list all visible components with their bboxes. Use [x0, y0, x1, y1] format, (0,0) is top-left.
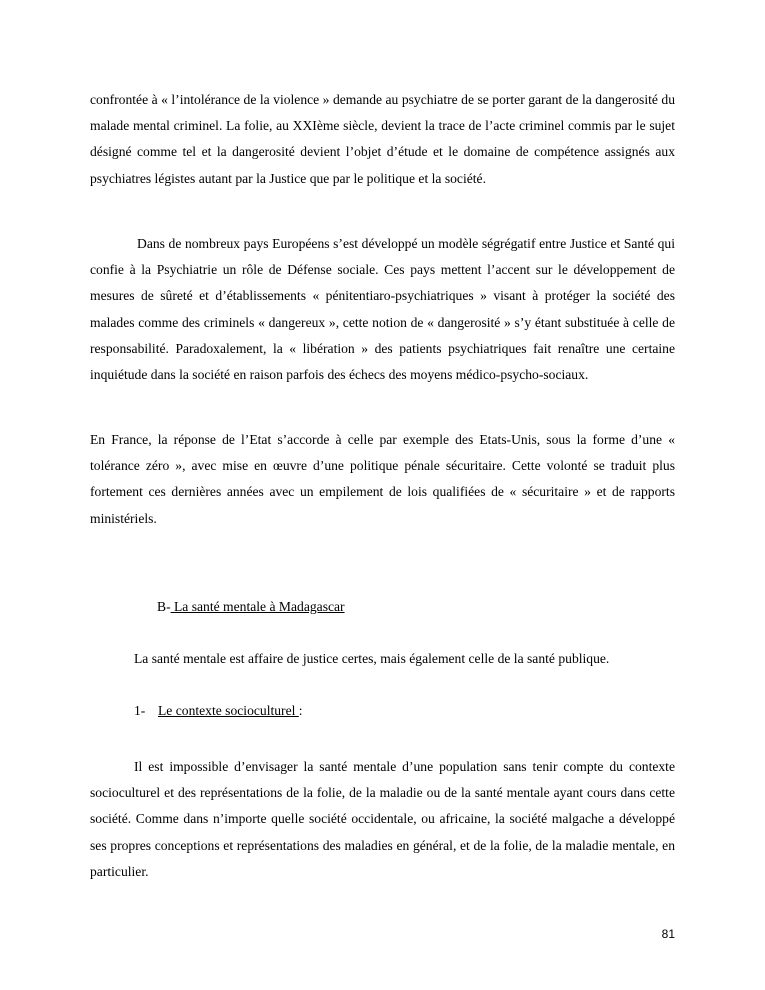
mental-health-statement: La santé mentale est affaire de justice certes, mais également celle de la santé publique.: [134, 651, 610, 666]
section-heading-b-prefix: B-: [157, 599, 171, 614]
subsection-heading-1-title: Le contexte socioculturel: [158, 703, 299, 718]
paragraph-dangerosite: confrontée à « l’intolérance de la violence » demande au psychiatre de se porter garant de la dangerosité du malade mental criminel. La folie, au XXIème siècle, devient la trace de l’acte criminel commis par le sujet désigné comme tel et la dangerosité devient l’objet d’étude et le domaine de compétence assignés aux psychiatres légistes autant par la Justice que par le politique et la société.: [90, 92, 675, 186]
paragraph-sociocultural: Il est impossible d’envisager la santé mentale d’une population sans tenir compte du contexte socioculturel et des représentations de la folie, de la maladie ou de la santé mentale ayant cours dans cette société. Comme dans n’importe quelle société occidentale, ou africaine, la société malgache a développé ses propres conceptions et représentations des maladies en général, et de la folie, de la maladie mentale, en particulier.: [90, 759, 675, 879]
section-heading-b: [157, 597, 345, 617]
page-number: 81: [661, 927, 675, 941]
paragraph-european-model: Dans de nombreux pays Européens s’est développé un modèle ségrégatif entre Justice et Santé qui confie à la Psychiatrie un rôle de Défense sociale. Ces pays mettent l’accent sur le développement de mesures de sûreté et d’établissements « pénitentiaro-psychiatriques » visant à protéger la société des malades comme des criminels « dangereux », cette notion de « dangerosité » s’y étant substituée à celle de responsabilité. Paradoxalement, la « libération » des patients psychiatriques fait renaître une certaine inquiétude dans la société en raison parfois des échecs des moyens médico-psycho-sociaux.: [90, 236, 675, 383]
subsection-heading-1-suffix: :: [298, 703, 303, 718]
subsection-heading-1-number: 1-: [134, 703, 146, 718]
subsection-heading-1: [134, 701, 303, 721]
paragraph-france: En France, la réponse de l’Etat s’accorde à celle par exemple des Etats-Unis, sous la forme d’une « tolérance zéro », avec mise en œuvre d’une politique pénale sécuritaire. Cette volonté se traduit plus fortement ces dernières années avec un empilement de lois qualifiées de « sécuritaire » et de rapports ministériels.: [90, 432, 675, 526]
section-heading-b-title: La santé mentale à Madagascar: [170, 599, 345, 614]
